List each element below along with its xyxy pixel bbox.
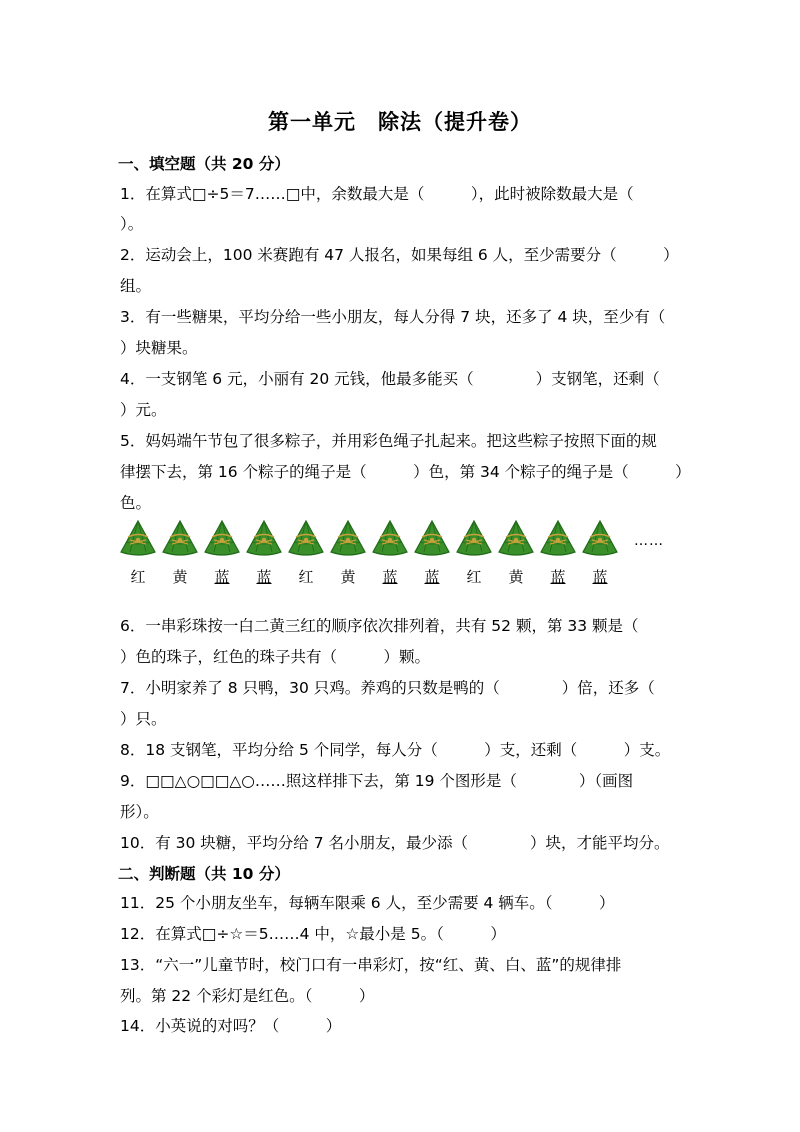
- question-3-line-1: 3．有一些糖果，平均分给一些小朋友，每人分得 7 块，还多了 4 块，至少有（: [120, 308, 666, 326]
- question-6-line-1: 6．一串彩珠按一白二黄三红的顺序依次排列着，共有 52 颗，第 33 颗是（: [120, 617, 639, 635]
- zongzi-icon: [538, 518, 578, 558]
- question-5-line-2: 律摆下去，第 16 个粽子的绳子是（ ）色，第 34 个粽子的绳子是（ ）: [120, 463, 691, 481]
- zongzi-color-label: 蓝: [592, 568, 608, 586]
- page-title: 第一单元 除法（提升卷）: [268, 110, 532, 134]
- zongzi-color-label: 黄: [340, 568, 356, 586]
- question-9-line-1: 9．□□△○□□△○……照这样排下去，第 19 个图形是（ ）（画图: [120, 772, 634, 790]
- zongzi-color-label: 红: [130, 568, 146, 586]
- zongzi-icon: [412, 518, 452, 558]
- zongzi-color-label: 蓝: [256, 568, 272, 586]
- question-13-line-1: 13．“六一”儿童节时，校门口有一串彩灯，按“红、黄、白、蓝”的规律排: [120, 956, 622, 974]
- question-1-line-2: ）。: [120, 215, 144, 233]
- zongzi-icon: [454, 518, 494, 558]
- zongzi-ellipsis: ……: [634, 533, 664, 549]
- question-2-line-1: 2．运动会上，100 米赛跑有 47 人报名，如果每组 6 人，至少需要分（ ）: [120, 246, 679, 264]
- zongzi-icon: [244, 518, 284, 558]
- zongzi-icon: [370, 518, 410, 558]
- question-7-line-1: 7．小明家养了 8 只鸭，30 只鸡。养鸡的只数是鸭的（ ）倍，还多（: [120, 679, 655, 697]
- zongzi-color-label: 蓝: [214, 568, 230, 586]
- zongzi-icon: [328, 518, 368, 558]
- zongzi-pattern-row: [118, 518, 678, 562]
- zongzi-color-label: 红: [298, 568, 314, 586]
- section-judgment-heading: 二、判断题（共 10 分）: [118, 865, 290, 883]
- question-4-line-2: ）元。: [120, 401, 167, 419]
- question-1-line-1: 1．在算式□÷5＝7……□中，余数最大是（ ），此时被除数最大是（: [120, 185, 634, 203]
- zongzi-color-label: 蓝: [424, 568, 440, 586]
- question-12-line-1: 12．在算式□÷☆＝5……4 中，☆最小是 5。（ ）: [120, 925, 506, 943]
- zongzi-color-label: 蓝: [550, 568, 566, 586]
- question-3-line-2: ）块糖果。: [120, 339, 198, 357]
- zongzi-color-label: 红: [466, 568, 482, 586]
- question-9-line-2: 形）。: [120, 803, 159, 821]
- zongzi-icon: [496, 518, 536, 558]
- zongzi-icon: [202, 518, 242, 558]
- zongzi-icon: [160, 518, 200, 558]
- zongzi-icon: [286, 518, 326, 558]
- question-6-line-2: ）色的珠子，红色的珠子共有（ ）颗。: [120, 648, 431, 666]
- question-11-line-1: 11．25 个小朋友坐车，每辆车限乘 6 人，至少需要 4 辆车。（ ）: [120, 894, 615, 912]
- question-8-line-1: 8．18 支钢笔，平均分给 5 个同学，每人分（ ）支，还剩（ ）支。: [120, 741, 671, 759]
- question-5-line-1: 5．妈妈端午节包了很多粽子，并用彩色绳子扎起来。把这些粽子按照下面的规: [120, 432, 657, 450]
- zongzi-icon: [580, 518, 620, 558]
- zongzi-icon: [118, 518, 158, 558]
- question-7-line-2: ）只。: [120, 710, 167, 728]
- question-2-line-2: 组。: [120, 277, 152, 295]
- zongzi-color-label: 黄: [172, 568, 188, 586]
- section-fill-in-heading: 一、填空题（共 20 分）: [118, 155, 290, 173]
- question-4-line-1: 4．一支钢笔 6 元，小丽有 20 元钱，他最多能买（ ）支钢笔，还剩（: [120, 370, 660, 388]
- question-5-line-3: 色。: [120, 494, 152, 512]
- question-14-line-1: 14．小英说的对吗？（ ）: [120, 1017, 342, 1035]
- question-13-line-2: 列。第 22 个彩灯是红色。（ ）: [120, 987, 375, 1005]
- question-10-line-1: 10．有 30 块糖，平均分给 7 名小朋友，最少添（ ）块，才能平均分。: [120, 834, 670, 852]
- zongzi-color-label: 蓝: [382, 568, 398, 586]
- zongzi-color-label: 黄: [508, 568, 524, 586]
